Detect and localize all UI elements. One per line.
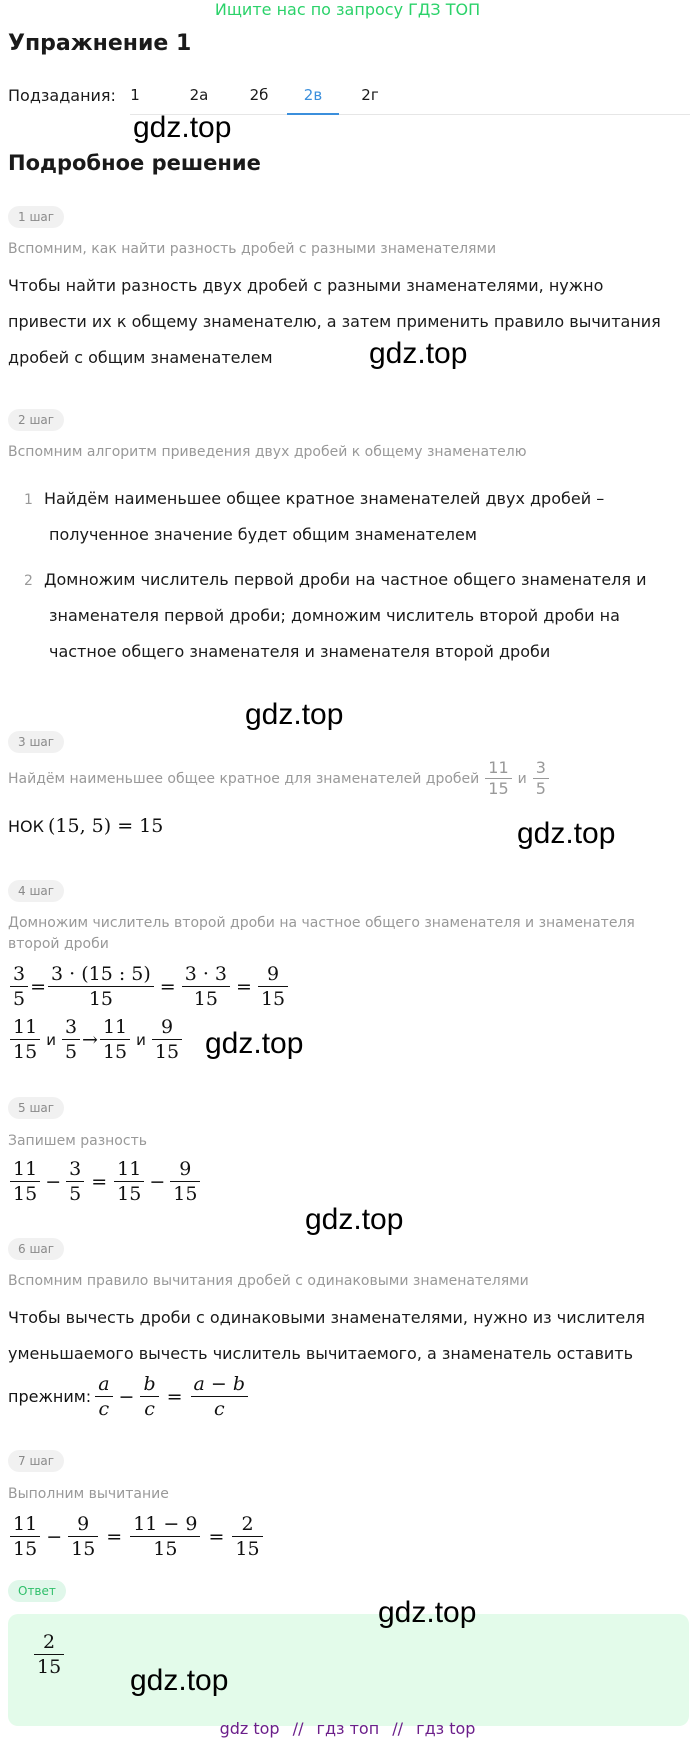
formula	[8, 962, 290, 1011]
numerator: 9	[160, 1016, 174, 1038]
fraction	[182, 962, 230, 1011]
text-line: привести их к общему знаменателю, а затем применить правило вычитания	[8, 312, 661, 331]
fraction	[152, 1015, 182, 1064]
equals-sign: =	[106, 1525, 123, 1548]
denominator: 5	[66, 1181, 84, 1206]
equals-sign: =	[91, 1170, 108, 1193]
fraction	[48, 962, 154, 1011]
formula	[8, 1157, 202, 1206]
equals-sign: =	[166, 1385, 183, 1408]
tab-1[interactable]: 1	[130, 86, 140, 104]
list-item	[44, 481, 664, 553]
nok-label: НОК	[8, 816, 44, 836]
answer-box	[8, 1614, 689, 1726]
fraction	[34, 1630, 64, 1679]
step-text	[8, 1300, 668, 1372]
equals-sign: =	[159, 975, 176, 998]
equals-sign: =	[30, 975, 47, 998]
text-line: частное общего знаменателя и знаменателя второй дроби	[49, 642, 551, 661]
formula	[8, 1372, 250, 1421]
numerator: 11	[13, 1158, 38, 1180]
list-item	[44, 562, 664, 670]
formula	[8, 1512, 265, 1561]
denominator: 15	[170, 1181, 200, 1206]
text-line: знаменателя первой дроби; домножим числитель второй дроби на	[49, 606, 620, 625]
denominator: c	[140, 1396, 158, 1421]
step-badge: 3 шаг	[8, 731, 64, 753]
conjunction: и	[136, 1030, 146, 1049]
watermark: gdz.top	[378, 1596, 477, 1629]
denominator: 15	[10, 1181, 40, 1206]
fraction	[485, 758, 511, 799]
formula	[8, 1015, 184, 1064]
text-prefix: прежним:	[8, 1387, 92, 1406]
denominator: 15	[114, 1181, 144, 1206]
text-line: дробей с общим знаменателем	[8, 348, 273, 367]
answer-value	[32, 1630, 66, 1679]
arrow: →	[82, 1028, 98, 1051]
denominator: 5	[533, 778, 549, 799]
answer-badge: Ответ	[8, 1580, 66, 1602]
text-line: уменьшаемого вычесть числитель вычитаемого, а знаменатель оставить	[8, 1344, 634, 1363]
denominator: 15	[100, 1039, 130, 1064]
text-line: Домножим числитель первой дроби на частное общего знаменателя и	[44, 570, 647, 589]
numerator: 3	[535, 758, 546, 777]
numerator: a − b	[193, 1373, 246, 1395]
fraction	[62, 1015, 80, 1064]
denominator: 15	[10, 1536, 40, 1561]
denominator: 15	[10, 1039, 40, 1064]
formula	[8, 815, 163, 837]
numerator: 3	[69, 1158, 82, 1180]
step-hint: Вспомним алгоритм приведения двух дробей к общему знаменателю	[8, 444, 527, 460]
numerator: 9	[266, 963, 280, 985]
numerator: 11	[13, 1016, 38, 1038]
watermark: gdz.top	[517, 817, 616, 850]
numerator: 3	[13, 963, 26, 985]
denominator: 15	[68, 1536, 98, 1561]
hint-text: Найдём наименьшее общее кратное для знаменателей дробей	[8, 770, 480, 787]
fraction	[130, 1512, 200, 1561]
conjunction: и	[46, 1030, 56, 1049]
equals-sign: =	[208, 1525, 225, 1548]
footer-separator: //	[392, 1719, 404, 1738]
fraction	[191, 1372, 249, 1421]
page-title: Упражнение 1	[8, 31, 192, 56]
step-badge: 1 шаг	[8, 206, 64, 228]
list-number: 2	[24, 573, 33, 589]
watermark: gdz.top	[205, 1027, 304, 1060]
numerator: 11	[488, 758, 509, 777]
step-hint: Вспомним правило вычитания дробей с одинаковыми знаменателями	[8, 1273, 529, 1289]
fraction	[10, 1157, 40, 1206]
numerator: 9	[77, 1513, 90, 1535]
step-hint: Домножим числитель второй дроби на частное общего знаменателя и знаменателя второй дроби	[8, 915, 635, 952]
numerator: 3	[64, 1016, 78, 1038]
active-tab-indicator	[287, 113, 339, 115]
fraction	[170, 1157, 200, 1206]
tab-2v[interactable]: 2в	[303, 86, 323, 104]
numerator: 2	[241, 1513, 254, 1535]
fraction	[100, 1015, 130, 1064]
text-line: Чтобы вычесть дроби с одинаковыми знаменателями, нужно из числителя	[8, 1308, 646, 1327]
equals-sign: =	[236, 975, 252, 998]
tab-2a[interactable]: 2а	[189, 86, 209, 104]
fraction	[140, 1372, 158, 1421]
fraction	[66, 1157, 84, 1206]
tab-2g[interactable]: 2г	[361, 86, 379, 104]
denominator: 15	[48, 986, 154, 1011]
step-badge: 7 шаг	[8, 1450, 64, 1472]
numerator: 11	[117, 1158, 142, 1180]
denominator: 5	[62, 1039, 80, 1064]
watermark: gdz.top	[245, 698, 344, 731]
minus-sign: −	[149, 1170, 166, 1193]
watermark: gdz.top	[369, 337, 468, 370]
watermark: gdz.top	[130, 1664, 229, 1697]
conjunction: и	[517, 770, 527, 787]
numerator: 3 · (15 : 5)	[51, 963, 151, 985]
denominator: 15	[152, 1039, 182, 1064]
numerator: b	[143, 1373, 156, 1395]
text-line: Найдём наименьшее общее кратное знаменателей двух дробей –	[44, 489, 605, 508]
subtasks-label: Подзадания:	[8, 86, 116, 105]
text-line: Чтобы найти разность двух дробей с разными знаменателями, нужно	[8, 276, 604, 295]
numerator: 11	[102, 1016, 128, 1038]
footer-separator: //	[292, 1719, 304, 1738]
footer-links	[0, 1719, 695, 1738]
footer-link[interactable]: gdz top	[219, 1719, 280, 1738]
footer-link[interactable]: гдз топ	[316, 1719, 380, 1738]
watermark: gdz.top	[133, 111, 232, 144]
numerator: 11	[13, 1513, 38, 1535]
fraction	[258, 962, 288, 1011]
minus-sign: −	[118, 1385, 135, 1408]
list-number: 1	[24, 492, 33, 508]
numerator: 3 · 3	[184, 963, 228, 985]
denominator: 15	[130, 1536, 200, 1561]
step-badge: 4 шаг	[8, 880, 64, 902]
footer-link[interactable]: гдз top	[416, 1719, 476, 1738]
step-hint: Вспомним, как найти разность дробей с разными знаменателями	[8, 241, 497, 257]
minus-sign: −	[46, 1525, 63, 1548]
denominator: 15	[258, 986, 288, 1011]
numerator: 2	[43, 1631, 56, 1653]
denominator: c	[95, 1396, 112, 1421]
solution-heading: Подробное решение	[8, 151, 261, 175]
denominator: 15	[34, 1654, 64, 1679]
step-badge: 2 шаг	[8, 409, 64, 431]
fraction	[68, 1512, 98, 1561]
fraction	[232, 1512, 262, 1561]
step-hint: Запишем разность	[8, 1133, 147, 1149]
numerator: a	[98, 1373, 110, 1395]
step-hint: Выполним вычитание	[8, 1486, 169, 1502]
numerator: 9	[179, 1158, 192, 1180]
denominator: 15	[485, 778, 511, 799]
denominator: 15	[182, 986, 230, 1011]
tab-2b[interactable]: 2б	[249, 86, 269, 104]
watermark: gdz.top	[305, 1203, 404, 1236]
step-badge: 5 шаг	[8, 1097, 64, 1119]
minus-sign: −	[45, 1170, 62, 1193]
fraction	[95, 1372, 112, 1421]
denominator: 15	[232, 1536, 262, 1561]
step-hint	[8, 758, 551, 799]
fraction	[10, 1015, 40, 1064]
formula-text: (15, 5) = 15	[47, 815, 164, 837]
fraction	[114, 1157, 144, 1206]
numerator: 11 − 9	[133, 1513, 198, 1535]
denominator: c	[191, 1396, 249, 1421]
fraction	[10, 1512, 40, 1561]
fraction	[533, 758, 549, 799]
fraction	[10, 962, 28, 1011]
top-search-link[interactable]: Ищите нас по запросу ГДЗ ТОП	[214, 0, 481, 19]
step-badge: 6 шаг	[8, 1238, 64, 1260]
denominator: 5	[10, 986, 28, 1011]
text-line: полученное значение будет общим знаменателем	[49, 525, 477, 544]
step-text	[8, 268, 668, 376]
